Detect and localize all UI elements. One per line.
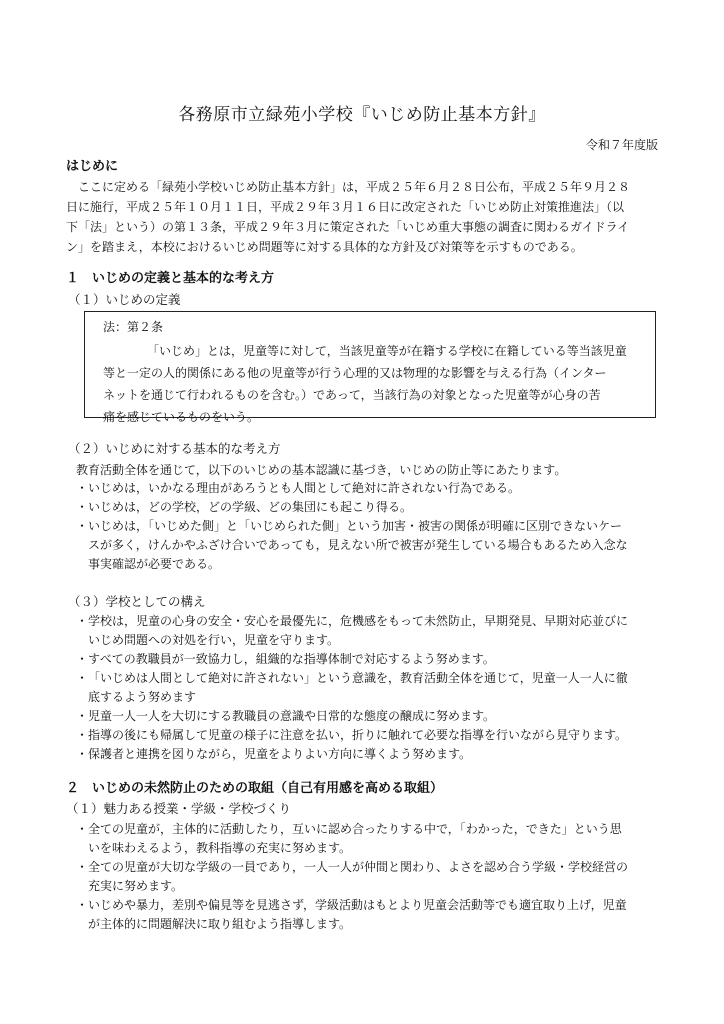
bullet-item (76, 726, 666, 745)
bullet-item (76, 707, 666, 726)
definition-line: 痛を感じているものをいう。 (103, 410, 260, 424)
intro-paragraph (66, 177, 662, 257)
subsection-1-3-heading: （３）学校としての構え (68, 594, 206, 609)
school-stance-list (76, 612, 666, 764)
bullet-mark: ・ (76, 481, 89, 495)
bullet-mark: ・ (76, 728, 89, 742)
bullet-line: すべての教職員が一致協力し，組織的な指導体制で対応するよう努めます。 (88, 652, 495, 666)
bullet-item (76, 498, 666, 517)
bullet-mark: ・ (76, 898, 89, 912)
bullet-item (76, 858, 666, 896)
subsection-1-2-heading: （２）いじめに対する基本的な考え方 (68, 441, 281, 456)
bullet-line: いじめ問題への対処を行い，児童を守ります。 (88, 633, 340, 647)
bullet-mark: ・ (76, 822, 89, 836)
intro-heading: はじめに (66, 159, 119, 174)
bullet-mark: ・ (76, 671, 89, 685)
bullet-line: いを味わえるよう，教科指導の充実に努めます。 (88, 841, 352, 855)
bullet-mark: ・ (76, 747, 89, 761)
bullet-line: 事実確認が必要である。 (88, 557, 221, 571)
bullet-line: 底するよう努めます (88, 690, 197, 704)
bullet-item (76, 820, 666, 858)
section-1-heading (66, 267, 274, 286)
bullet-item (76, 517, 666, 574)
definition-box (84, 311, 656, 424)
edition-label: 令和７年度版 (585, 138, 658, 152)
bullet-mark: ・ (76, 709, 89, 723)
section-title: いじめの未然防止のための取組（自己有用感を高める取組） (92, 781, 444, 796)
bullet-item (76, 612, 666, 650)
bullet-line: スが多く，けんかやふざけ合いであっても，見えない所で被害が発生している場合もあるため入念な (88, 538, 628, 552)
definition-line: ネットを通じて行われるものを含む。）であって，当該行為の対象となった児童等が心身の苦 (103, 388, 601, 402)
bullet-mark: ・ (76, 860, 89, 874)
section-number: １ (66, 271, 80, 286)
bullet-line: 指導の後にも帰属して児童の様子に注意を払い，折りに触れて必要な指導を行いながら見守ります。 (88, 728, 628, 742)
definition-text (103, 340, 643, 428)
bullet-line: 「いじめは人間として絶対に許されない」という意識を，教育活動全体を通じて，児童一人一人に徹 (88, 671, 628, 685)
bullet-line: 全ての児童が，主体的に活動したり，互いに認め合ったりする中で，「わかった，できた」という思 (88, 822, 622, 836)
bullet-line: いじめは，どの学校，どの学級、どの集団にも起こり得る。 (88, 500, 413, 514)
bullet-mark: ・ (76, 519, 89, 533)
bullet-line: が主体的に問題解決に取り組むよう指導します。 (88, 917, 352, 931)
bullet-item (76, 669, 666, 707)
basic-view-list (76, 479, 666, 574)
bullet-line: いじめや暴力，差別や偏見等を見逃さず，学級活動はもとより児童会活動等でも適宜取り上げ，児童 (88, 898, 627, 912)
bullet-line: いじめは，いかなる理由があろうとも人間として絶対に許されない行為である。 (88, 481, 521, 495)
bullet-item (76, 896, 666, 934)
intro-line: ここに定める「緑苑小学校いじめ防止基本方針」は，平成２５年６月２８日公布，平成２５年９月２８ (78, 180, 631, 194)
section-title: いじめの定義と基本的な考え方 (92, 271, 275, 286)
bullet-mark: ・ (76, 500, 89, 514)
subsection-2-1-heading: （１）魅力ある授業・学級・学校づくり (66, 801, 292, 816)
subsection-1-1-heading: （１）いじめの定義 (68, 292, 181, 307)
section-number: ２ (66, 781, 80, 796)
definition-line: 等と一定の人的関係にある他の児童等が行う心理的又は物理的な影響を与える行為（インター (103, 366, 607, 380)
subsection-1-2-lead: 教育活動全体を通じて，以下のいじめの基本認識に基づき，いじめの防止等にあたります。 (76, 463, 567, 477)
law-reference: 法：第２条 (103, 320, 164, 334)
bullet-line: 保護者と連携を図りながら，児童をよりよい方向に導くよう努めます。 (88, 747, 472, 761)
bullet-line: 充実に努めます。 (88, 879, 184, 893)
bullet-item (76, 479, 666, 498)
bullet-item (76, 745, 666, 764)
intro-line: 下「法」という）の第１３条，平成２９年３月に策定された「いじめ重大事態の調査に関わるガイドライ (66, 220, 630, 234)
bullet-mark: ・ (76, 614, 89, 628)
definition-line: 「いじめ」とは，児童等に対して，当該児童等が在籍する学校に在籍している等当該児童 (147, 344, 627, 358)
bullet-line: 児童一人一人を大切にする教職員の意識や日常的な態度の醸成に努めます。 (88, 709, 496, 723)
attractive-class-list (76, 820, 666, 934)
bullet-line: 学校は，児童の心身の安全・安心を最優先に，危機感をもって未然防止，早期発見、早期対応並びに (88, 614, 629, 628)
bullet-line: いじめは，「いじめた側」と「いじめられた側」という加害・被害の関係が明確に区別できないケー (88, 519, 623, 533)
intro-line: ン」を踏まえ，本校におけるいじめ問題等に対する具体的な方針及び対策等を示すものである。 (66, 240, 583, 254)
bullet-mark: ・ (76, 652, 89, 666)
bullet-item (76, 650, 666, 669)
intro-line: 日に施行，平成２５年１０月１１日，平成２９年３月１６日に改定された「いじめ防止対策推進法」（以 (66, 200, 625, 214)
bullet-line: 全ての児童が大切な学級の一員であり，一人一人が仲間と関わり、よさを認め合う学級・学校経営の (88, 860, 629, 874)
document-title: 各務原市立緑苑小学校『いじめ防止基本方針』 (178, 105, 546, 125)
section-2-heading (66, 777, 443, 796)
